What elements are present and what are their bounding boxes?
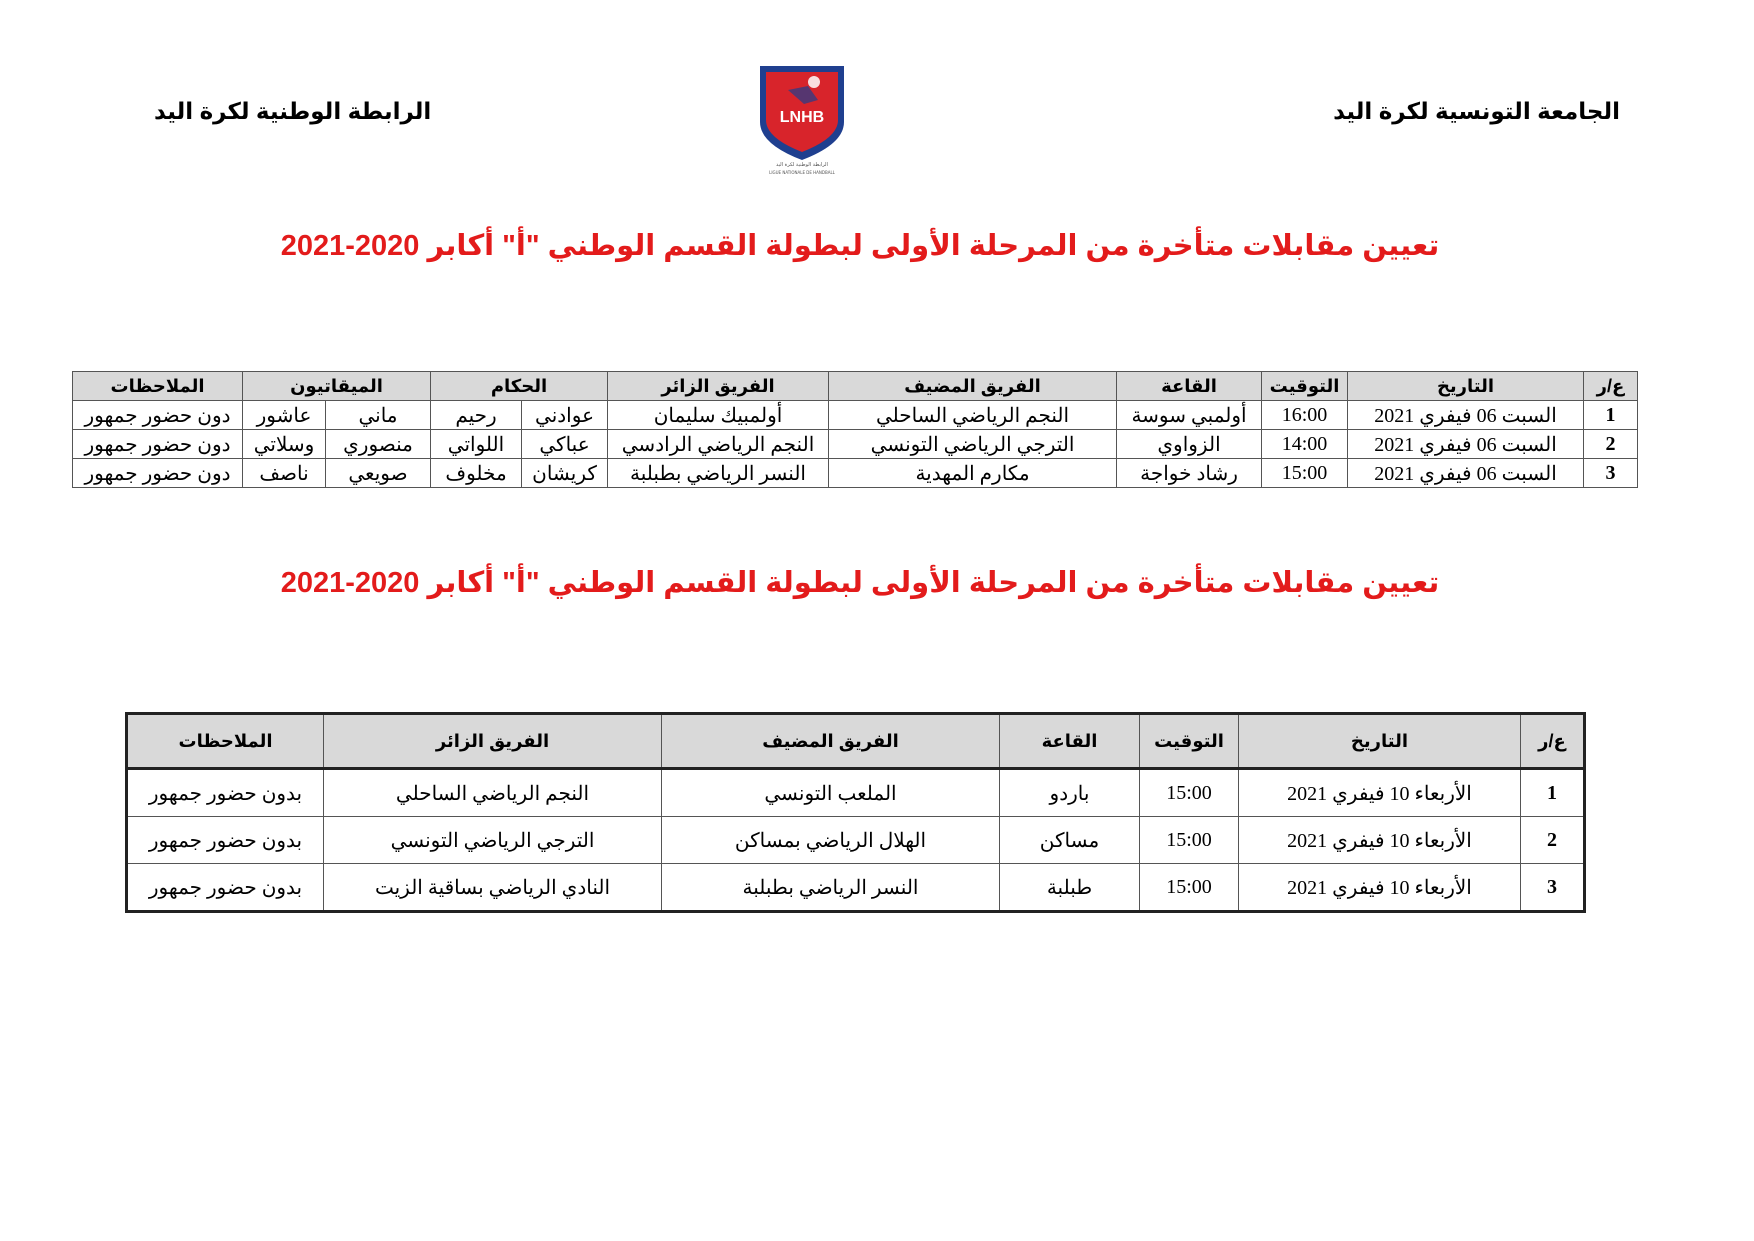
col-hall: القاعة: [1117, 372, 1262, 401]
cell-timekeeper-1: صويعي: [326, 459, 431, 488]
cell-timekeeper-2: ناصف: [243, 459, 326, 488]
cell-time: 15:00: [1140, 817, 1239, 864]
cell-time: 15:00: [1140, 769, 1239, 817]
cell-timekeeper-2: عاشور: [243, 401, 326, 430]
cell-away-team: النادي الرياضي بساقية الزيت: [324, 864, 662, 912]
cell-home-team: الهلال الرياضي بمساكن: [662, 817, 1000, 864]
cell-date: السبت 06 فيفري 2021: [1348, 459, 1584, 488]
cell-hall: طبلبة: [1000, 864, 1140, 912]
cell-notes: دون حضور جمهور: [73, 401, 243, 430]
cell-date: السبت 06 فيفري 2021: [1348, 430, 1584, 459]
col-away-team: الفريق الزائر: [324, 714, 662, 769]
col-timekeepers: الميقاتيون: [243, 372, 431, 401]
cell-away-team: أولمبيك سليمان: [608, 401, 829, 430]
cell-num: 3: [1584, 459, 1638, 488]
cell-num: 1: [1521, 769, 1585, 817]
cell-referee-2: مخلوف: [431, 459, 522, 488]
cell-referee-1: كريشان: [522, 459, 608, 488]
col-notes: الملاحظات: [73, 372, 243, 401]
logo-text: LNHB: [779, 109, 825, 126]
appointments-table-1: [72, 371, 1638, 488]
cell-home-team: مكارم المهدية: [829, 459, 1117, 488]
col-time: التوقيت: [1262, 372, 1348, 401]
cell-hall: باردو: [1000, 769, 1140, 817]
cell-num: 1: [1584, 401, 1638, 430]
cell-notes: دون حضور جمهور: [73, 459, 243, 488]
cell-hall: رشاد خواجة: [1117, 459, 1262, 488]
table1-header-row: [73, 372, 1638, 401]
cell-time: 16:00: [1262, 401, 1348, 430]
cell-timekeeper-1: ماني: [326, 401, 431, 430]
col-num: ع/ر: [1584, 372, 1638, 401]
table-row: [127, 817, 1585, 864]
cell-time: 14:00: [1262, 430, 1348, 459]
cell-date: الأربعاء 10 فيفري 2021: [1239, 817, 1521, 864]
cell-referee-1: عباكي: [522, 430, 608, 459]
appointments-table-2: [125, 712, 1586, 913]
col-date: التاريخ: [1348, 372, 1584, 401]
cell-date: السبت 06 فيفري 2021: [1348, 401, 1584, 430]
league-name: الرابطة الوطنية لكرة اليد: [154, 98, 432, 124]
cell-referee-2: رحيم: [431, 401, 522, 430]
section1-title: تعيين مقابلات متأخرة من المرحلة الأولى لبطولة القسم الوطني "أ" أكابر 2020-2021: [280, 230, 1440, 262]
cell-timekeeper-1: منصوري: [326, 430, 431, 459]
cell-num: 2: [1584, 430, 1638, 459]
cell-home-team: النسر الرياضي بطبلبة: [662, 864, 1000, 912]
cell-hall: مساكن: [1000, 817, 1140, 864]
col-notes: الملاحظات: [127, 714, 324, 769]
cell-hall: الزواوي: [1117, 430, 1262, 459]
cell-date: الأربعاء 10 فيفري 2021: [1239, 769, 1521, 817]
table2-header-row: [127, 714, 1585, 769]
cell-away-team: النجم الرياضي الساحلي: [324, 769, 662, 817]
col-home-team: الفريق المضيف: [829, 372, 1117, 401]
col-referees: الحكام: [431, 372, 608, 401]
cell-away-team: النجم الرياضي الرادسي: [608, 430, 829, 459]
cell-num: 3: [1521, 864, 1585, 912]
cell-time: 15:00: [1140, 864, 1239, 912]
cell-referee-1: عوادني: [522, 401, 608, 430]
cell-hall: أولمبي سوسة: [1117, 401, 1262, 430]
table-row: [73, 459, 1638, 488]
logo-caption: الرابطة الوطنية لكرة اليد: [776, 162, 828, 168]
col-time: التوقيت: [1140, 714, 1239, 769]
cell-num: 2: [1521, 817, 1585, 864]
cell-home-team: الملعب التونسي: [662, 769, 1000, 817]
col-date: التاريخ: [1239, 714, 1521, 769]
federation-name: الجامعة التونسية لكرة اليد: [1333, 98, 1620, 124]
cell-time: 15:00: [1262, 459, 1348, 488]
cell-away-team: النسر الرياضي بطبلبة: [608, 459, 829, 488]
cell-notes: بدون حضور جمهور: [127, 817, 324, 864]
logo-caption-latin: LIGUE NATIONALE DE HANDBALL: [769, 170, 835, 175]
table-row: [73, 430, 1638, 459]
cell-home-team: النجم الرياضي الساحلي: [829, 401, 1117, 430]
section2-title: تعيين مقابلات متأخرة من المرحلة الأولى لبطولة القسم الوطني "أ" أكابر 2020-2021: [280, 567, 1440, 599]
table-row: [127, 864, 1585, 912]
cell-notes: بدون حضور جمهور: [127, 864, 324, 912]
table-row: [73, 401, 1638, 430]
cell-away-team: الترجي الرياضي التونسي: [324, 817, 662, 864]
cell-notes: بدون حضور جمهور: [127, 769, 324, 817]
cell-home-team: الترجي الرياضي التونسي: [829, 430, 1117, 459]
col-away-team: الفريق الزائر: [608, 372, 829, 401]
table-row: [127, 769, 1585, 817]
lnhb-logo: [752, 60, 852, 176]
cell-notes: دون حضور جمهور: [73, 430, 243, 459]
col-home-team: الفريق المضيف: [662, 714, 1000, 769]
cell-timekeeper-2: وسلاتي: [243, 430, 326, 459]
cell-date: الأربعاء 10 فيفري 2021: [1239, 864, 1521, 912]
col-hall: القاعة: [1000, 714, 1140, 769]
col-num: ع/ر: [1521, 714, 1585, 769]
cell-referee-2: اللواتي: [431, 430, 522, 459]
